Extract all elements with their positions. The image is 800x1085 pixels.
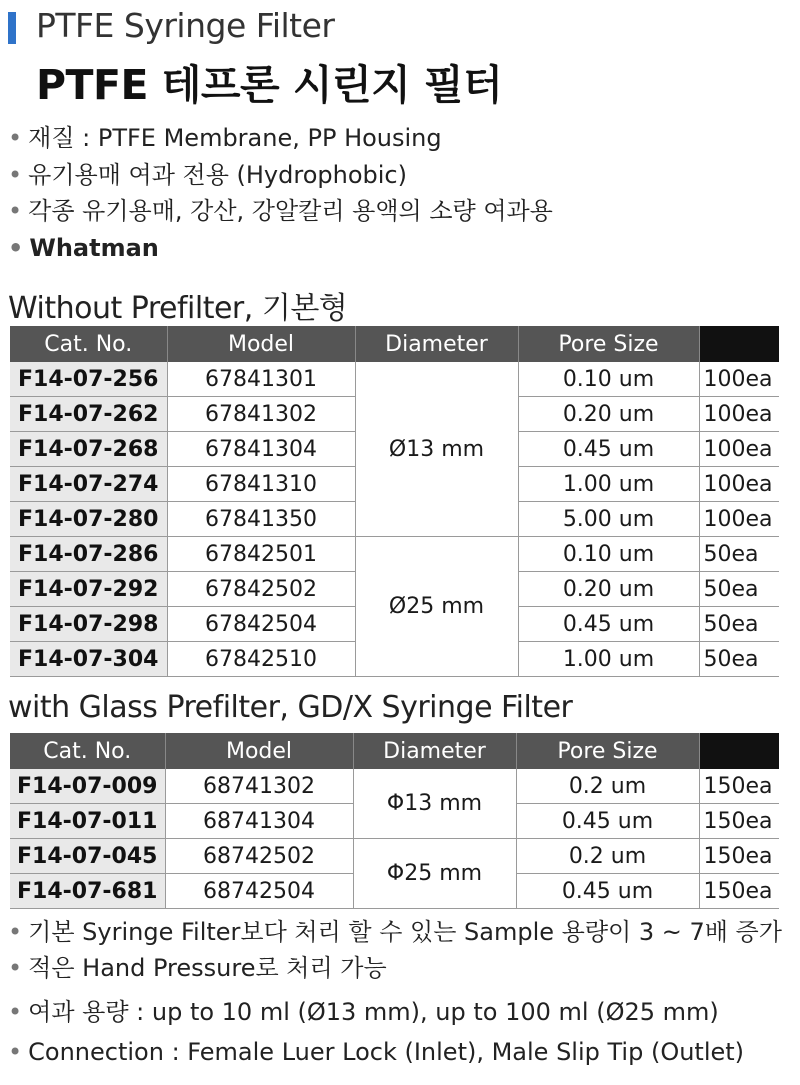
column-header-pore-size: Pore Size <box>516 733 699 769</box>
pore-size-cell: 0.2 um <box>516 839 699 874</box>
model-cell: 67842510 <box>167 642 355 677</box>
bullet-icon: • <box>8 954 23 982</box>
spec-table-without-prefilter <box>10 326 779 677</box>
pore-size-cell: 0.45 um <box>516 804 699 839</box>
model-cell: 67841350 <box>167 502 355 537</box>
model-cell: 68741304 <box>165 804 353 839</box>
model-cell: 67841304 <box>167 432 355 467</box>
column-header-cat-no: Cat. No. <box>10 733 165 769</box>
cat-no-cell: F14-07-045 <box>10 839 165 874</box>
column-header-quantity <box>699 326 779 362</box>
table-row <box>10 769 779 804</box>
product-title-ko: PTFE 테프론 시린지 필터 <box>36 61 503 109</box>
model-cell: 68741302 <box>165 769 353 804</box>
section-title-glass-prefilter: with Glass Prefilter, GD/X Syringe Filter <box>8 690 573 725</box>
model-cell: 68742504 <box>165 874 353 909</box>
table-header-row <box>10 733 779 769</box>
product-title-en: PTFE Syringe Filter <box>36 6 335 45</box>
pore-size-cell: 0.45 um <box>518 432 699 467</box>
bullet-icon: • <box>8 160 23 189</box>
pore-size-cell: 0.20 um <box>518 397 699 432</box>
quantity-cell: 50ea <box>699 642 779 677</box>
column-header-diameter: Diameter <box>355 326 518 362</box>
bullet-icon: • <box>8 998 23 1026</box>
pore-size-cell: 0.2 um <box>516 769 699 804</box>
note-item: • Connection : Female Luer Lock (Inlet), Male Slip Tip (Outlet) <box>8 1038 745 1066</box>
notes-list <box>8 914 782 1070</box>
model-cell: 67841310 <box>167 467 355 502</box>
note-item: • 기본 Syringe Filter보다 처리 할 수 있는 Sample 용량이 3 ~ 7배 증가 <box>8 918 782 946</box>
pore-size-cell: 0.20 um <box>518 572 699 607</box>
spec-table-glass-prefilter <box>10 733 779 909</box>
pore-size-cell: 1.00 um <box>518 467 699 502</box>
pore-size-cell: 0.45 um <box>518 607 699 642</box>
model-cell: 67842502 <box>167 572 355 607</box>
table-row <box>10 537 779 572</box>
cat-no-cell: F14-07-009 <box>10 769 165 804</box>
cat-no-cell: F14-07-274 <box>10 467 167 502</box>
table-row <box>10 839 779 874</box>
quantity-cell: 50ea <box>699 537 779 572</box>
column-header-quantity <box>699 733 779 769</box>
diameter-cell: Φ25 mm <box>353 839 516 909</box>
feature-item: • 재질 : PTFE Membrane, PP Housing <box>8 124 442 152</box>
pore-size-cell: 0.10 um <box>518 537 699 572</box>
cat-no-cell: F14-07-292 <box>10 572 167 607</box>
model-cell: 67842504 <box>167 607 355 642</box>
column-header-model: Model <box>165 733 353 769</box>
cat-no-cell: F14-07-681 <box>10 874 165 909</box>
header-accent-bar <box>8 12 16 44</box>
diameter-cell: Ø25 mm <box>355 537 518 677</box>
table-row <box>10 362 779 397</box>
cat-no-cell: F14-07-304 <box>10 642 167 677</box>
bullet-icon: • <box>8 124 23 152</box>
quantity-cell: 100ea <box>699 397 779 432</box>
model-cell: 67841301 <box>167 362 355 397</box>
pore-size-cell: 1.00 um <box>518 642 699 677</box>
quantity-cell: 150ea <box>699 804 779 839</box>
quantity-cell: 100ea <box>699 467 779 502</box>
quantity-cell: 100ea <box>699 362 779 397</box>
bullet-icon: • <box>8 233 24 262</box>
diameter-cell: Φ13 mm <box>353 769 516 839</box>
quantity-cell: 150ea <box>699 769 779 804</box>
note-item: • 여과 용량 : up to 10 ml (Ø13 mm), up to 100 ml (Ø25 mm) <box>8 998 719 1026</box>
cat-no-cell: F14-07-268 <box>10 432 167 467</box>
cat-no-cell: F14-07-256 <box>10 362 167 397</box>
quantity-cell: 100ea <box>699 502 779 537</box>
bullet-icon: • <box>8 1038 23 1066</box>
model-cell: 67842501 <box>167 537 355 572</box>
column-header-diameter: Diameter <box>353 733 516 769</box>
model-cell: 67841302 <box>167 397 355 432</box>
feature-item: • 유기용매 여과 전용 (Hydrophobic) <box>8 160 407 189</box>
quantity-cell: 150ea <box>699 874 779 909</box>
section-title-without-prefilter: Without Prefilter, 기본형 <box>8 291 348 326</box>
column-header-pore-size: Pore Size <box>518 326 699 362</box>
cat-no-cell: F14-07-280 <box>10 502 167 537</box>
pore-size-cell: 0.10 um <box>518 362 699 397</box>
table-header-row <box>10 326 779 362</box>
pore-size-cell: 0.45 um <box>516 874 699 909</box>
note-item: • 적은 Hand Pressure로 처리 가능 <box>8 954 387 982</box>
column-header-model: Model <box>167 326 355 362</box>
cat-no-cell: F14-07-298 <box>10 607 167 642</box>
quantity-cell: 50ea <box>699 607 779 642</box>
quantity-cell: 150ea <box>699 839 779 874</box>
diameter-cell: Ø13 mm <box>355 362 518 537</box>
bullet-icon: • <box>8 918 23 946</box>
feature-list <box>8 120 553 266</box>
bullet-icon: • <box>8 197 23 225</box>
feature-item-brand: • Whatman <box>8 233 159 262</box>
quantity-cell: 50ea <box>699 572 779 607</box>
quantity-cell: 100ea <box>699 432 779 467</box>
model-cell: 68742502 <box>165 839 353 874</box>
column-header-cat-no: Cat. No. <box>10 326 167 362</box>
feature-item: • 각종 유기용매, 강산, 강알칼리 용액의 소량 여과용 <box>8 197 553 225</box>
cat-no-cell: F14-07-286 <box>10 537 167 572</box>
pore-size-cell: 5.00 um <box>518 502 699 537</box>
cat-no-cell: F14-07-011 <box>10 804 165 839</box>
cat-no-cell: F14-07-262 <box>10 397 167 432</box>
